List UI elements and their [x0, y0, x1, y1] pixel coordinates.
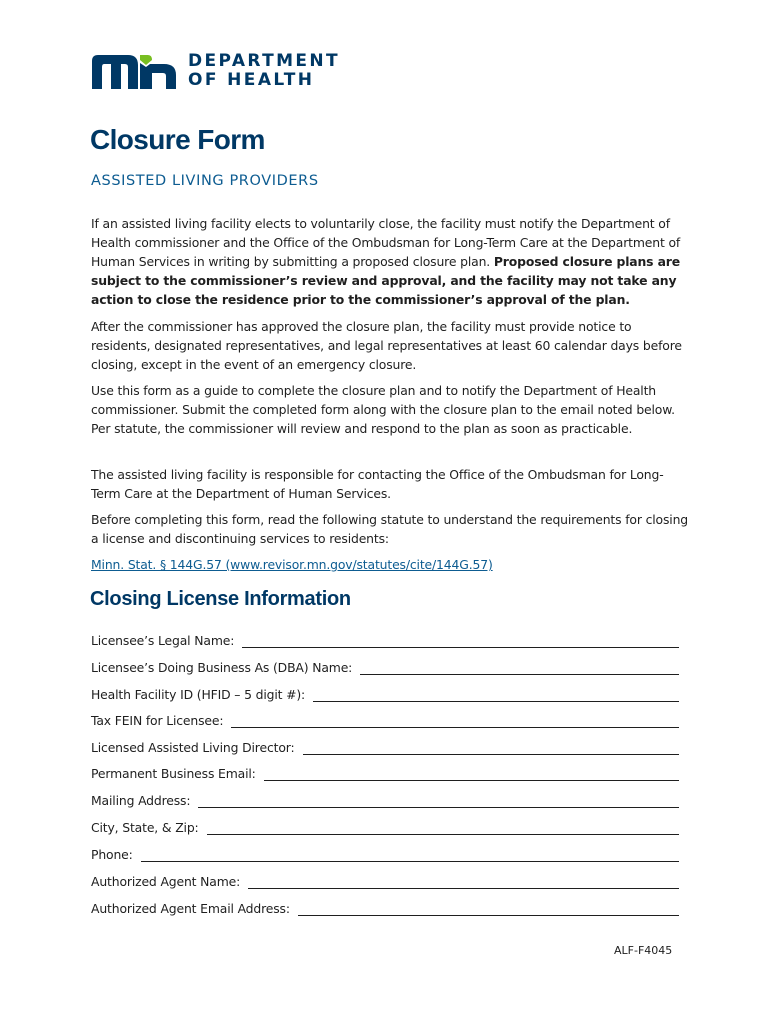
field-dba-name: [91, 656, 679, 676]
field-city-state-zip: [91, 816, 679, 836]
dba-name-input[interactable]: [360, 660, 679, 675]
field-label: Licensee’s Legal Name:: [91, 633, 235, 648]
mdh-logo: [90, 48, 340, 94]
statute-paragraph: Before completing this form, read the following statute to understand the requirements for closing a license and discontinuing services to residents:: [91, 512, 688, 546]
field-legal-name: [91, 629, 679, 649]
field-phone: [91, 843, 679, 863]
statute-link[interactable]: Minn. Stat. § 144G.57 (www.revisor.mn.gov/statutes/cite/144G.57): [91, 557, 493, 572]
hfid-input[interactable]: [313, 687, 679, 702]
field-label: Phone:: [91, 847, 133, 862]
field-label: City, State, & Zip:: [91, 820, 199, 835]
phone-input[interactable]: [141, 847, 679, 862]
notice-paragraph: After the commissioner has approved the closure plan, the facility must provide notice to residents, designated representatives, and legal representatives at least 60 calendar days before closing, except in the event of an emergency closure.: [91, 319, 682, 372]
intro-bold-text: Proposed closure plans are subject to the commissioner’s review and approval, and the facility may not take any action to close the residence prior to the commissioner’s approval of the plan.: [91, 254, 680, 307]
guide-paragraph: Use this form as a guide to complete the closure plan and to notify the Department of Health commissioner. Submit the completed form along with the closure plan to the email noted below. Per statute, the commissioner will review and respond to the plan as soon as practicable.: [91, 383, 675, 436]
form-id: ALF-F4045: [614, 944, 673, 957]
agent-name-input[interactable]: [248, 874, 679, 889]
field-hfid: [91, 683, 679, 703]
field-agent-email: [91, 897, 679, 917]
page-title: Closure Form: [90, 124, 265, 155]
field-mailing-address: [91, 789, 679, 809]
intro-text: If an assisted living facility elects to voluntarily close, the facility must notify the Department of Health commissioner and the Office of the Ombudsman for Long-Term Care at the Department of Human Services in writing by submitting a proposed closure plan.: [91, 216, 681, 269]
field-label: Authorized Agent Name:: [91, 874, 241, 889]
logo-line-2: OF HEALTH: [188, 70, 315, 90]
tax-fein-input[interactable]: [231, 713, 679, 728]
field-label: Tax FEIN for Licensee:: [91, 713, 224, 728]
business-email-input[interactable]: [264, 766, 679, 781]
section-title: Closing License Information: [90, 588, 351, 610]
legal-name-input[interactable]: [242, 633, 679, 648]
field-director: [91, 736, 679, 756]
logo-text: [188, 52, 340, 90]
field-tax-fein: [91, 709, 679, 729]
field-label: Authorized Agent Email Address:: [91, 901, 290, 916]
field-label: Mailing Address:: [91, 793, 191, 808]
city-state-zip-input[interactable]: [207, 820, 679, 835]
field-label: Licensed Assisted Living Director:: [91, 740, 295, 755]
mailing-address-input[interactable]: [198, 793, 679, 808]
field-business-email: [91, 762, 679, 782]
field-agent-name: [91, 870, 679, 890]
director-input[interactable]: [303, 740, 680, 755]
ombudsman-paragraph: The assisted living facility is responsible for contacting the Office of the Ombudsman for Long-Term Care at the Department of Human Services.: [91, 467, 664, 501]
page-subtitle: ASSISTED LIVING PROVIDERS: [91, 173, 319, 189]
agent-email-input[interactable]: [298, 901, 679, 916]
field-label: Health Facility ID (HFID – 5 digit #):: [91, 687, 306, 702]
intro-paragraph: [91, 214, 691, 309]
field-label: Permanent Business Email:: [91, 766, 256, 781]
logo-line-1: DEPARTMENT: [188, 51, 341, 71]
mn-logo-icon: [90, 51, 180, 91]
field-label: Licensee’s Doing Business As (DBA) Name:: [91, 660, 353, 675]
